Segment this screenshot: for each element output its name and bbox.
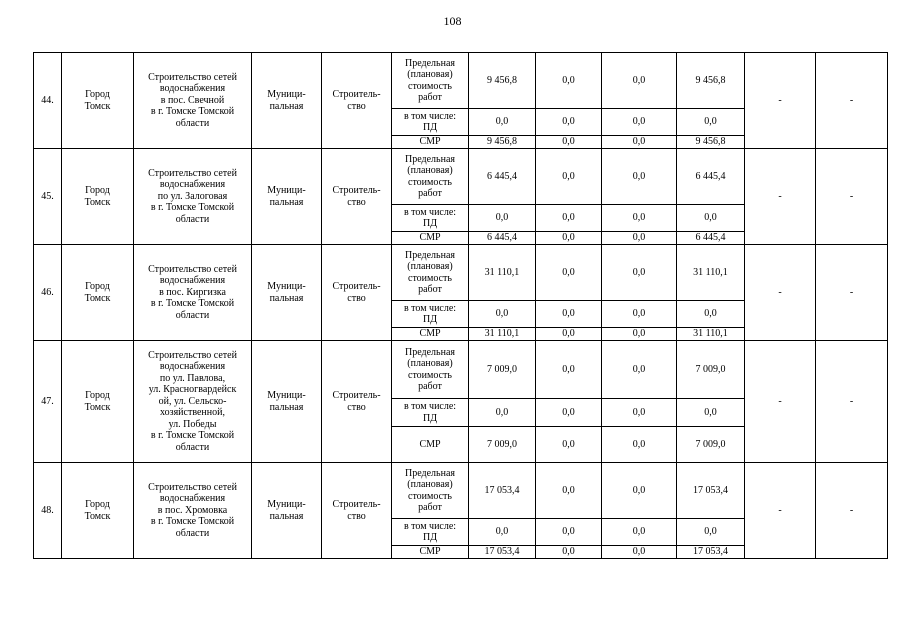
cost-label-cell: СМР [392,427,469,463]
investment-table [33,52,888,559]
value-cell-2: 0,0 [536,399,602,427]
cost-label-cell: СМР [392,232,469,245]
value-cell-4: 9 456,8 [677,136,745,149]
city-cell: Город Томск [62,53,134,149]
value-cell-4: 0,0 [677,399,745,427]
work-type-cell: Строитель- ство [322,341,392,463]
value-cell-4: 6 445,4 [677,149,745,205]
value-cell-1: 17 053,4 [469,463,536,519]
dash-cell-2: - [816,149,888,245]
value-cell-1: 31 110,1 [469,328,536,341]
ownership-cell: Муници- пальная [252,53,322,149]
dash-cell-1: - [745,341,816,463]
value-cell-1: 6 445,4 [469,149,536,205]
value-cell-2: 0,0 [536,328,602,341]
value-cell-3: 0,0 [602,245,677,301]
row-number-cell: 45. [34,149,62,245]
value-cell-3: 0,0 [602,136,677,149]
cost-label-cell: Предельная (плановая) стоимость работ [392,245,469,301]
city-cell: Город Томск [62,245,134,341]
page-number: 108 [443,14,462,28]
cost-label-cell: в том числе: ПД [392,301,469,328]
value-cell-1: 0,0 [469,399,536,427]
value-cell-4: 7 009,0 [677,341,745,399]
dash-cell-2: - [816,341,888,463]
value-cell-2: 0,0 [536,109,602,136]
value-cell-3: 0,0 [602,341,677,399]
value-cell-3: 0,0 [602,328,677,341]
dash-cell-1: - [745,53,816,149]
object-name-cell: Строительство сетей водоснабжения в пос. Киргизка в г. Томске Томской области [134,245,252,341]
table-row [34,463,888,519]
dash-cell-2: - [816,463,888,559]
cost-label-cell: Предельная (плановая) стоимость работ [392,53,469,109]
object-name-cell: Строительство сетей водоснабжения в пос. Свечной в г. Томске Томской области [134,53,252,149]
value-cell-2: 0,0 [536,205,602,232]
cost-label-cell: СМР [392,546,469,559]
work-type-cell: Строитель- ство [322,463,392,559]
value-cell-4: 0,0 [677,519,745,546]
value-cell-1: 17 053,4 [469,546,536,559]
value-cell-3: 0,0 [602,53,677,109]
cost-label-cell: СМР [392,328,469,341]
object-name-cell: Строительство сетей водоснабжения по ул. Залоговая в г. Томске Томской области [134,149,252,245]
object-name-cell: Строительство сетей водоснабжения в пос. Хромовка в г. Томске Томской области [134,463,252,559]
cost-label-cell: в том числе: ПД [392,205,469,232]
ownership-cell: Муници- пальная [252,245,322,341]
value-cell-3: 0,0 [602,546,677,559]
value-cell-1: 0,0 [469,109,536,136]
value-cell-2: 0,0 [536,136,602,149]
table-row [34,149,888,205]
value-cell-1: 7 009,0 [469,427,536,463]
value-cell-2: 0,0 [536,232,602,245]
value-cell-4: 7 009,0 [677,427,745,463]
value-cell-4: 0,0 [677,205,745,232]
cost-label-cell: СМР [392,136,469,149]
value-cell-1: 0,0 [469,519,536,546]
value-cell-3: 0,0 [602,109,677,136]
dash-cell-2: - [816,245,888,341]
value-cell-3: 0,0 [602,301,677,328]
dash-cell-1: - [745,149,816,245]
value-cell-1: 31 110,1 [469,245,536,301]
cost-label-cell: в том числе: ПД [392,109,469,136]
dash-cell-1: - [745,463,816,559]
value-cell-4: 17 053,4 [677,546,745,559]
table-row [34,53,888,109]
value-cell-1: 9 456,8 [469,53,536,109]
cost-label-cell: Предельная (плановая) стоимость работ [392,341,469,399]
value-cell-2: 0,0 [536,463,602,519]
value-cell-2: 0,0 [536,301,602,328]
value-cell-4: 0,0 [677,109,745,136]
value-cell-3: 0,0 [602,463,677,519]
value-cell-1: 6 445,4 [469,232,536,245]
row-number-cell: 48. [34,463,62,559]
table-body [34,53,888,559]
value-cell-2: 0,0 [536,341,602,399]
value-cell-4: 17 053,4 [677,463,745,519]
work-type-cell: Строитель- ство [322,245,392,341]
ownership-cell: Муници- пальная [252,149,322,245]
value-cell-2: 0,0 [536,546,602,559]
value-cell-2: 0,0 [536,53,602,109]
value-cell-1: 0,0 [469,301,536,328]
value-cell-2: 0,0 [536,149,602,205]
value-cell-4: 6 445,4 [677,232,745,245]
value-cell-3: 0,0 [602,149,677,205]
row-number-cell: 46. [34,245,62,341]
value-cell-4: 31 110,1 [677,328,745,341]
value-cell-3: 0,0 [602,205,677,232]
cost-label-cell: в том числе: ПД [392,519,469,546]
value-cell-1: 9 456,8 [469,136,536,149]
cost-label-cell: Предельная (плановая) стоимость работ [392,463,469,519]
cost-label-cell: в том числе: ПД [392,399,469,427]
cost-label-cell: Предельная (плановая) стоимость работ [392,149,469,205]
value-cell-3: 0,0 [602,399,677,427]
ownership-cell: Муници- пальная [252,463,322,559]
value-cell-3: 0,0 [602,519,677,546]
value-cell-3: 0,0 [602,427,677,463]
city-cell: Город Томск [62,463,134,559]
value-cell-4: 9 456,8 [677,53,745,109]
work-type-cell: Строитель- ство [322,149,392,245]
value-cell-3: 0,0 [602,232,677,245]
row-number-cell: 44. [34,53,62,149]
table-row [34,341,888,399]
dash-cell-2: - [816,53,888,149]
value-cell-4: 31 110,1 [677,245,745,301]
value-cell-1: 0,0 [469,205,536,232]
ownership-cell: Муници- пальная [252,341,322,463]
value-cell-4: 0,0 [677,301,745,328]
value-cell-2: 0,0 [536,245,602,301]
row-number-cell: 47. [34,341,62,463]
city-cell: Город Томск [62,341,134,463]
value-cell-2: 0,0 [536,427,602,463]
work-type-cell: Строитель- ство [322,53,392,149]
value-cell-2: 0,0 [536,519,602,546]
table-row [34,245,888,301]
dash-cell-1: - [745,245,816,341]
object-name-cell: Строительство сетей водоснабжения по ул. Павлова, ул. Красногвардейск ой, ул. Сельско- хозяйственной, ул. Победы в г. Томске Томской области [134,341,252,463]
value-cell-1: 7 009,0 [469,341,536,399]
city-cell: Город Томск [62,149,134,245]
